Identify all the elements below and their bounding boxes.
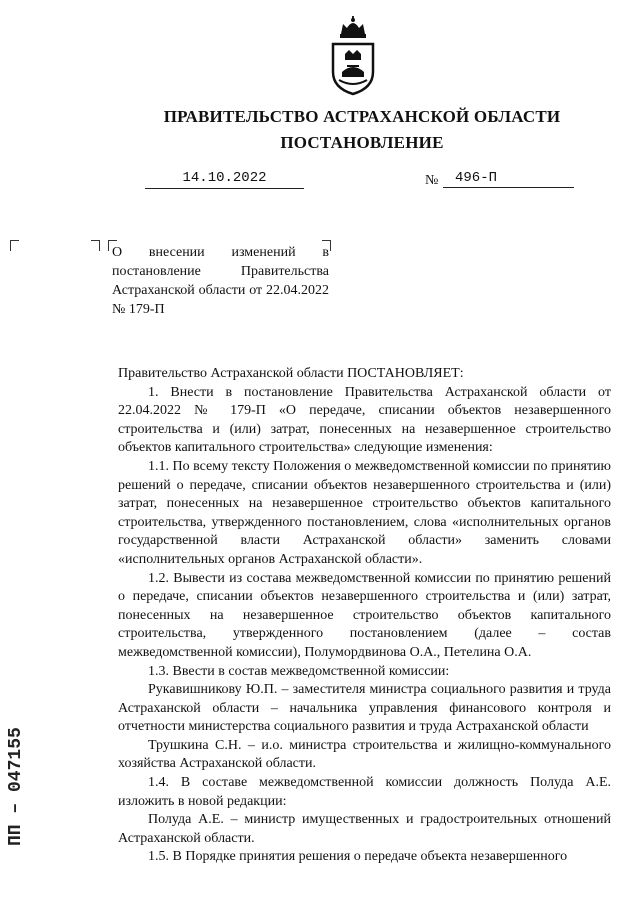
document-date: 14.10.2022 — [145, 170, 304, 189]
paragraph: 1.4. В составе межведомственной комиссии должность Полуда А.Е. изложить в новой редакции: — [118, 775, 611, 809]
document-number: 496-П — [443, 170, 574, 188]
preamble: Правительство Астраханской области ПОСТАНОВЛЯЕТ: — [118, 366, 464, 381]
paragraph: 1. Внести в постановление Правительства Астраханской области от 22.04.2022 № 179-П «О передаче, списании объектов незавершенного строительства и (или) затрат, понесенных на незавершенное строительство объектов капитального строительства» следующие изменения: — [118, 384, 611, 456]
paragraph: 1.1. По всему тексту Положения о межведомственной комиссии по принятию решений о передаче, списании объектов незавершенного строительства и (или) затрат, понесенных на незавершенное строительство объектов капитального строительства, утвержденного постановлением, слова «исполнительных органов государственной власти Астраханской области» заменить словами «исполнительных органов Астраханской области». — [118, 458, 611, 567]
coat-of-arms-icon — [325, 14, 381, 96]
organization-title: ПРАВИТЕЛЬСТВО АСТРАХАНСКОЙ ОБЛАСТИ — [163, 107, 561, 126]
paragraph: 1.5. В Порядке принятия решения о передаче объекта незавершенного — [148, 849, 568, 865]
paragraph: Полуда А.Е. – министр имущественных и градостроительных отношений Астраханской области. — [118, 812, 611, 846]
serial-number: ПП – 047155 — [6, 727, 26, 846]
corner-mark — [91, 240, 100, 251]
document-subject: О внесении изменений в постановление Правительства Астраханской области от 22.04.2022 № 179-П — [112, 245, 329, 317]
corner-mark — [10, 240, 19, 251]
document-type: ПОСТАНОВЛЕНИЕ — [280, 133, 444, 152]
number-sign: № — [425, 173, 439, 188]
paragraph: Трушкина С.Н. – и.о. министра строительства и жилищно-коммунального хозяйства Астраханской области. — [118, 737, 611, 772]
paragraph: 1.2. Вывести из состава межведомственной комиссии по принятию решений о передаче, списании объектов незавершенного строительства и (или) затрат, понесенных на незавершенное строительство объектов капитального строительства, утвержденного постановлением (далее – состав межведомственной комиссии), Полумордвинова О.А., Петелина О.А. — [118, 570, 611, 660]
paragraph: 1.3. Ввести в состав межведомственной комиссии: — [148, 663, 450, 679]
paragraph: Рукавишникову Ю.П. – заместителя министра социального развития и труда Астраханской области – начальника управления финансового контроля и отчетности министерства социального развития и труда Астраханской области — [118, 682, 611, 735]
document-body — [118, 365, 611, 867]
